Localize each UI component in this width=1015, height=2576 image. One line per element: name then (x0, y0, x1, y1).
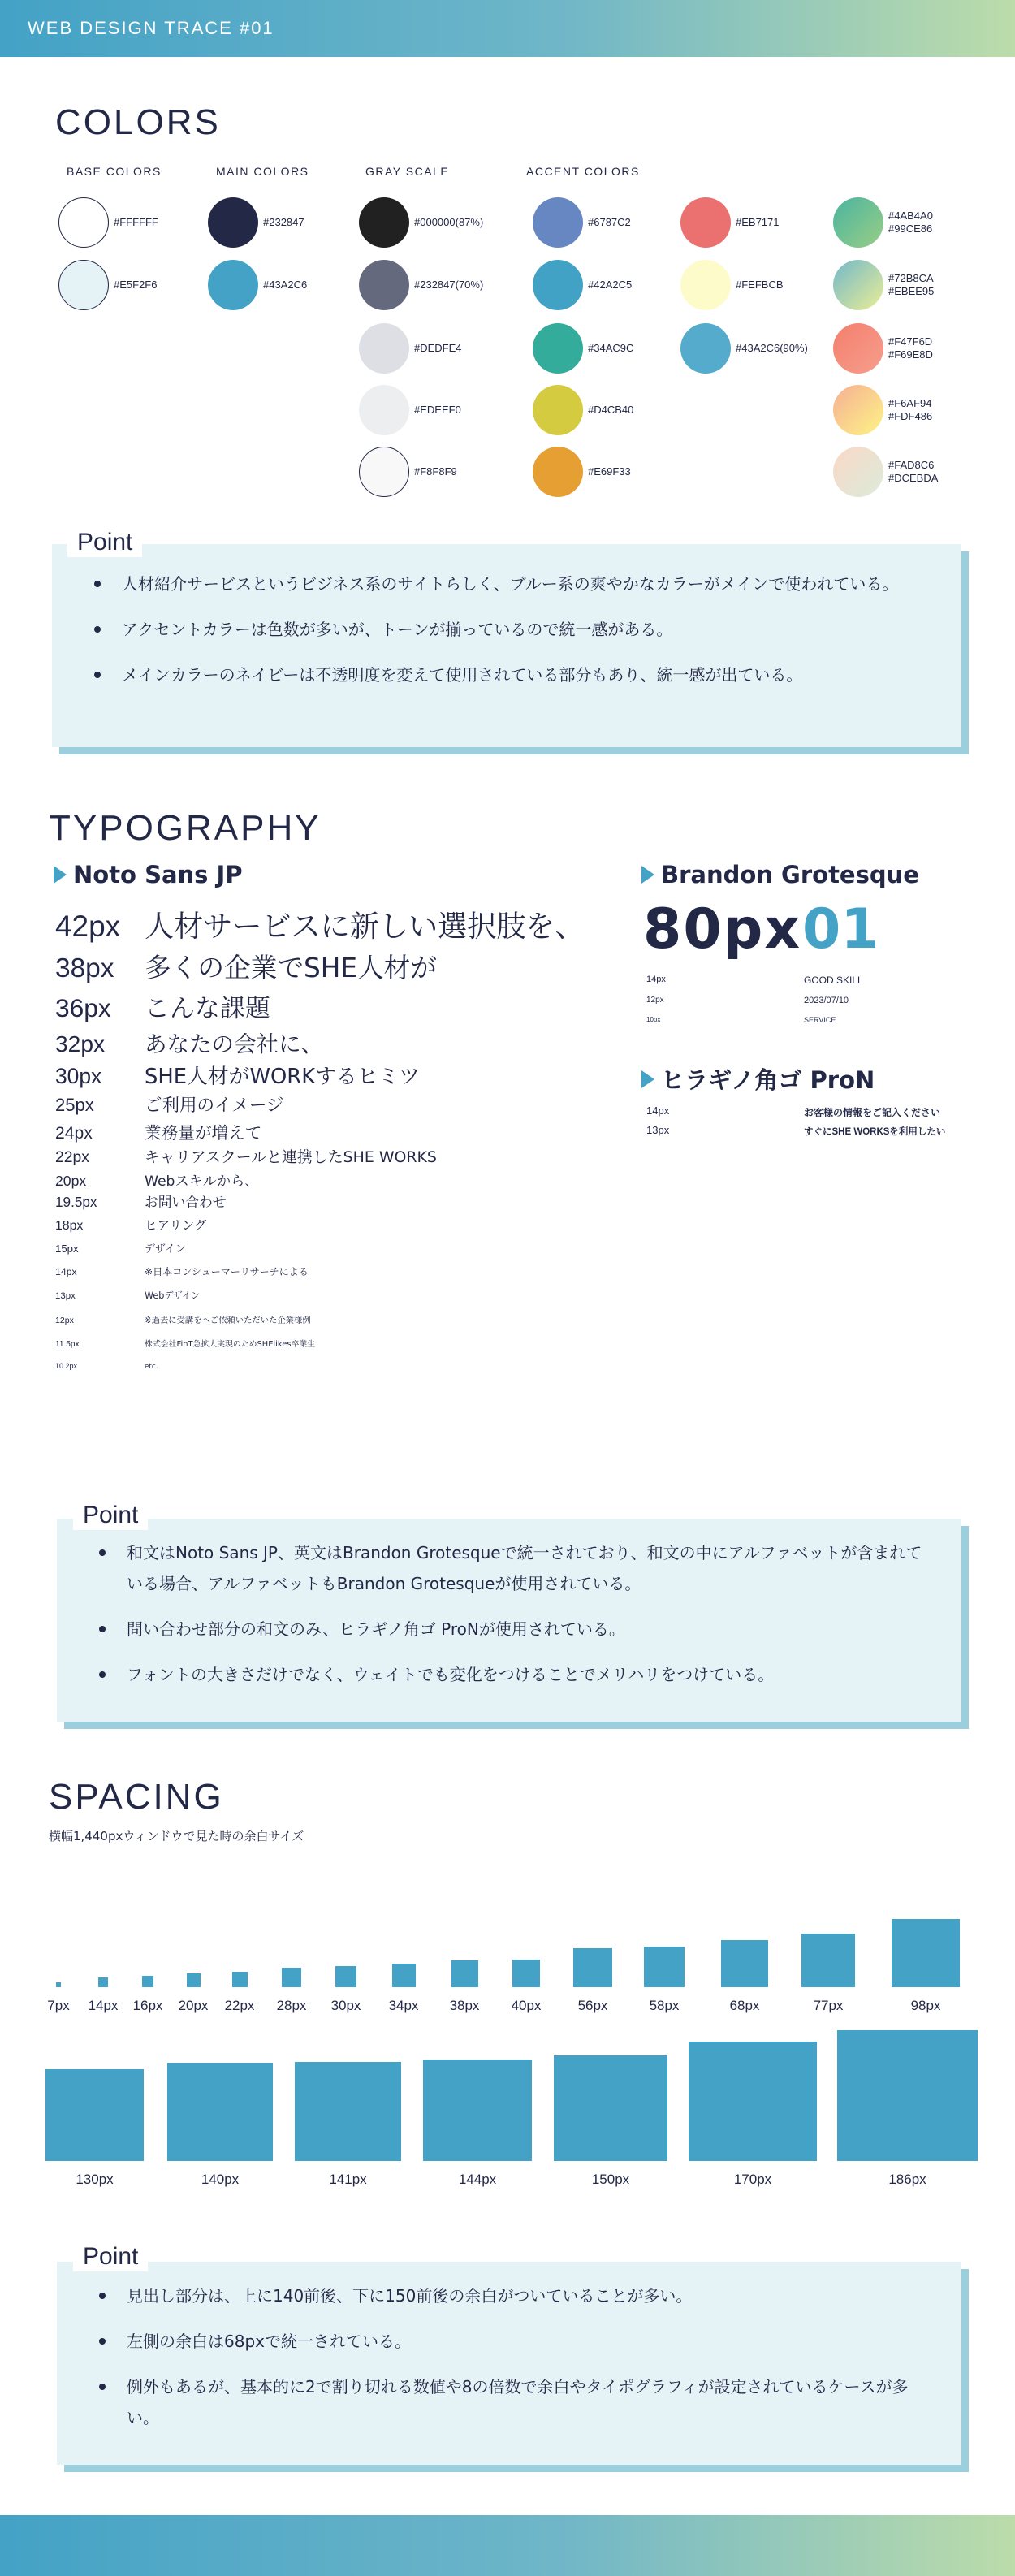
swatch-gradient (833, 447, 938, 497)
color-code (414, 279, 483, 292)
colors-point-list (91, 568, 919, 705)
spacing-bar (295, 2062, 401, 2161)
type-row (55, 1313, 311, 1325)
type-size-label: 15px (55, 1243, 79, 1256)
triangle-icon (641, 1070, 654, 1088)
main-colors-label: MAIN COLORS (216, 165, 309, 178)
swatch-gradient (833, 260, 934, 310)
spacing-bar (451, 1960, 478, 1987)
swatch-gradient (833, 197, 933, 248)
swatch-accent (533, 323, 633, 374)
type-sample: ご利用のイメージ (145, 1096, 284, 1117)
brandon-size-14: 14px (646, 975, 666, 984)
swatch-accent (533, 197, 631, 248)
spacing-bar (573, 1948, 612, 1987)
color-code-line: #72B8CA (888, 272, 934, 284)
spacing-bar (689, 2042, 817, 2161)
hiragino-sample-13: すぐにSHE WORKSを利用したい (804, 1127, 946, 1137)
spacing-bar-label: 130px (76, 2172, 114, 2187)
swatch-accent (533, 447, 631, 497)
list-item: 例外もあるが、基本的に2で割り切れる数値や8の倍数で余白やタイポグラフィが設定されているケースが多い。 (96, 2371, 924, 2433)
brandon-sample-14: GOOD SKILL (804, 975, 863, 986)
spacing-bar (282, 1968, 301, 1987)
color-circle (208, 260, 258, 310)
color-code (588, 216, 631, 229)
hiragino-heading-label: ヒラギノ角ゴ ProN (661, 1066, 875, 1094)
type-row (55, 1091, 283, 1117)
spacing-bar (837, 2030, 978, 2161)
triangle-icon (54, 866, 67, 884)
hiragino-sample-14: お客様の情報をご記入ください (804, 1107, 941, 1118)
color-circle (58, 260, 109, 310)
color-code (414, 216, 483, 229)
spacing-bar (554, 2055, 667, 2161)
spacing-bar-label: 34px (388, 1998, 419, 2013)
spacing-bar (232, 1972, 248, 1987)
type-size-label: 14px (55, 1266, 77, 1278)
spacing-bar-label: 16px (132, 1998, 163, 2013)
footer-bar (0, 2515, 1015, 2576)
color-circle (533, 447, 583, 497)
type-size-label: 11.5px (55, 1340, 80, 1350)
type-size-label: 19.5px (55, 1194, 97, 1211)
type-row (55, 903, 585, 945)
type-sample: ※過去に受講をへご依頼いただいた企業様例 (145, 1316, 311, 1326)
spacing-bar (335, 1966, 356, 1987)
color-code (888, 397, 932, 423)
page-title: WEB DESIGN TRACE #01 (28, 18, 274, 38)
hiragino-size-13: 13px (646, 1124, 670, 1136)
swatch-gray (359, 447, 457, 497)
spacing-bar-label: 58px (649, 1998, 680, 2013)
color-code-line: #EDEEF0 (414, 404, 461, 416)
spacing-bar-label: 141px (329, 2172, 367, 2187)
spacing-bar (801, 1934, 855, 1987)
type-size-label: 12px (55, 1316, 74, 1326)
type-row (55, 988, 270, 1024)
color-code (888, 335, 933, 361)
color-code (588, 342, 633, 355)
spacing-title: SPACING (49, 1777, 224, 1817)
type-sample: キャリアスクールと連携したSHE WORKS (145, 1148, 437, 1166)
type-sample: Webスキルから、 (145, 1173, 259, 1190)
color-circle (533, 197, 583, 248)
type-sample: 人材サービスに新しい選択肢を、 (145, 909, 585, 944)
brandon-number-sample: 01 (802, 897, 879, 962)
swatch-gray (359, 260, 483, 310)
colors-point-title: Point (67, 528, 142, 557)
color-code (414, 404, 461, 417)
type-row (55, 1191, 227, 1211)
color-circle (833, 260, 883, 310)
noto-heading (54, 861, 243, 888)
spacing-bar-label: 40px (511, 1998, 542, 2013)
type-row (55, 1026, 323, 1058)
color-code-line: #43A2C6 (263, 279, 308, 291)
base-colors-label: BASE COLORS (67, 165, 162, 178)
swatch-accent (680, 197, 780, 248)
color-code-line: #F69E8D (888, 348, 933, 361)
list-item: 問い合わせ部分の和文のみ、ヒラギノ角ゴ ProNが使用されている。 (96, 1614, 924, 1645)
color-code-line: #DEDFE4 (414, 342, 462, 354)
list-item: フォントの大きさだけでなく、ウェイトでも変化をつけることでメリハリをつけている。 (96, 1659, 924, 1690)
spacing-bar (142, 1976, 153, 1987)
spacing-bar-label: 150px (591, 2172, 630, 2187)
type-sample: お問い合わせ (145, 1194, 227, 1211)
brandon-size-10: 10px (646, 1016, 661, 1023)
spacing-bar-label: 170px (733, 2172, 772, 2187)
swatch-gradient (833, 323, 933, 374)
color-circle (833, 385, 883, 435)
color-code-line: #F47F6D (888, 335, 933, 348)
swatch-base (58, 197, 158, 248)
spacing-bar (187, 1973, 201, 1987)
spacing-bar-label: 186px (888, 2172, 926, 2187)
type-size-label: 32px (55, 1031, 106, 1057)
type-sample: あなたの会社に、 (145, 1031, 324, 1057)
swatch-gray (359, 323, 462, 374)
type-sample: ヒアリング (145, 1218, 207, 1234)
type-row (55, 1240, 186, 1256)
header-bar (0, 0, 1015, 57)
color-code (114, 216, 158, 229)
type-sample: こんな課題 (145, 993, 270, 1023)
type-size-label: 36px (55, 992, 111, 1022)
spacing-bar (45, 2069, 144, 2161)
type-size-label: 13px (55, 1291, 76, 1302)
typography-title: TYPOGRAPHY (49, 808, 322, 848)
spacing-bar (644, 1947, 685, 1987)
color-circle (359, 197, 409, 248)
triangle-icon (641, 866, 654, 884)
color-circle (833, 323, 883, 374)
color-code (888, 210, 933, 236)
type-sample: デザイン (145, 1243, 186, 1256)
brandon-size-12: 12px (646, 996, 664, 1005)
color-code (736, 216, 780, 229)
color-code-line: #D4CB40 (588, 404, 634, 416)
color-code-line: #232847(70%) (414, 279, 484, 291)
color-circle (208, 197, 258, 248)
color-circle (359, 385, 409, 435)
spacing-bar (892, 1919, 960, 1987)
type-row (55, 1264, 309, 1278)
spacing-bar-label: 28px (276, 1998, 307, 2013)
color-circle (533, 260, 583, 310)
spacing-bar-label: 140px (201, 2172, 240, 2187)
type-size-label: 10.2px (55, 1362, 78, 1371)
color-code-line: #F6AF94 (888, 397, 932, 409)
spacing-bar-label: 56px (577, 1998, 608, 2013)
type-row (55, 1216, 206, 1234)
spacing-bar-label: 22px (224, 1998, 255, 2013)
list-item: 人材紹介サービスというビジネス系のサイトらしく、ブルー系の爽やかなカラーがメインで使われている。 (91, 568, 919, 599)
swatch-gray (359, 197, 483, 248)
type-row (55, 1362, 158, 1371)
color-code-line: #E69F33 (588, 465, 631, 478)
spacing-bar-label: 144px (458, 2172, 497, 2187)
color-code-line: #FFFFFF (114, 216, 158, 228)
swatch-gradient (833, 385, 932, 435)
typography-point-list (96, 1537, 924, 1705)
spacing-subtitle: 横幅1,440pxウィンドウで見た時の余白サイズ (49, 1829, 304, 1843)
list-item: アクセントカラーは色数が多いが、トーンが揃っているので統一感がある。 (91, 614, 919, 645)
type-size-label: 25px (55, 1095, 94, 1116)
brandon-sample-12: 2023/07/10 (804, 996, 849, 1005)
color-code-line: #000000(87%) (414, 216, 484, 228)
color-code-line: #42A2C5 (588, 279, 633, 291)
type-row (55, 1145, 437, 1167)
type-size-label: 42px (55, 910, 121, 943)
brandon-sample-10: SERVICE (804, 1016, 836, 1024)
color-code-line: #E5F2F6 (114, 279, 158, 291)
color-circle (359, 260, 409, 310)
color-circle (533, 323, 583, 374)
list-item: 和文はNoto Sans JP、英文はBrandon Grotesqueで統一されており、和文の中にアルファベットが含まれている場合、アルファベットもBrandon Grotesqueが使用されている。 (96, 1537, 924, 1599)
color-code-line: #4AB4A0 (888, 210, 933, 222)
color-code-line: #99CE86 (888, 223, 933, 235)
color-code (414, 465, 457, 478)
spacing-bar-label: 98px (910, 1998, 941, 2013)
list-item: 左側の余白は68pxで統一されている。 (96, 2326, 924, 2357)
color-code (588, 465, 631, 478)
color-code (888, 459, 938, 485)
color-code-line: #F8F8F9 (414, 465, 457, 478)
brandon-big-sample: 80px (643, 897, 802, 962)
color-code (263, 279, 307, 292)
type-row (55, 1119, 261, 1143)
gray-scale-label: GRAY SCALE (365, 165, 450, 178)
swatch-accent (533, 260, 632, 310)
swatch-main (208, 197, 304, 248)
type-sample: etc. (145, 1363, 158, 1372)
spacing-bar-label: 38px (449, 1998, 480, 2013)
type-size-label: 20px (55, 1172, 87, 1189)
type-size-label: 24px (55, 1123, 93, 1143)
spacing-bar (167, 2063, 273, 2161)
spacing-bar-label: 68px (729, 1998, 760, 2013)
type-size-label: 18px (55, 1219, 84, 1234)
color-code-line: #EBEE95 (888, 285, 935, 297)
type-size-label: 38px (55, 953, 114, 984)
color-code (414, 342, 462, 355)
color-code (114, 279, 157, 292)
swatch-main (208, 260, 307, 310)
color-circle (533, 385, 583, 435)
spacing-bar (512, 1960, 540, 1987)
accent-colors-label: ACCENT COLORS (526, 165, 640, 178)
color-code-line: #FEFBCB (736, 279, 784, 291)
color-circle (680, 197, 731, 248)
spacing-bar-label: 14px (88, 1998, 119, 2013)
spacing-point-list (96, 2280, 924, 2448)
color-code (263, 216, 304, 229)
color-code (588, 404, 633, 417)
brandon-heading-label: Brandon Grotesque (661, 861, 919, 888)
spacing-bar (423, 2060, 532, 2161)
swatch-base (58, 260, 157, 310)
type-sample: SHE人材がWORKするヒミツ (145, 1064, 421, 1089)
spacing-bar-label: 30px (330, 1998, 361, 2013)
brandon-heading (641, 861, 919, 888)
color-circle (359, 323, 409, 374)
typography-point-title: Point (73, 1501, 148, 1530)
color-code (588, 279, 632, 292)
hiragino-size-14: 14px (646, 1104, 670, 1117)
list-item: 見出し部分は、上に140前後、下に150前後の余白がついていることが多い。 (96, 2280, 924, 2311)
spacing-bar-label: 20px (178, 1998, 209, 2013)
colors-title: COLORS (55, 102, 221, 142)
type-sample: 業務量が増えて (145, 1122, 262, 1143)
color-code-line: #34AC9C (588, 342, 634, 354)
spacing-bar-label: 77px (813, 1998, 844, 2013)
color-code-line: #FDF486 (888, 410, 933, 422)
color-circle (833, 447, 883, 497)
swatch-gray (359, 385, 461, 435)
color-code (888, 272, 934, 298)
color-code-line: #DCEBDA (888, 472, 939, 484)
type-size-label: 22px (55, 1148, 89, 1166)
spacing-bar (98, 1977, 108, 1987)
type-size-label: 30px (55, 1063, 102, 1088)
color-circle (58, 197, 109, 248)
color-code-line: #FAD8C6 (888, 459, 935, 471)
type-row (55, 1169, 258, 1190)
color-code-line: #EB7171 (736, 216, 780, 228)
type-sample: 多くの企業でSHE人材が (145, 953, 437, 984)
hiragino-heading (641, 1062, 875, 1096)
type-row (55, 1289, 200, 1302)
type-sample: 株式会社FinT急拡大実現のためSHElikes卒業生 (145, 1340, 316, 1350)
spacing-bar (721, 1940, 768, 1987)
color-circle (680, 260, 731, 310)
color-code-line: #6787C2 (588, 216, 631, 228)
swatch-accent (533, 385, 633, 435)
spacing-bar (56, 1982, 61, 1987)
spacing-point-title: Point (73, 2242, 148, 2271)
color-circle (833, 197, 883, 248)
color-code-line: #232847 (263, 216, 304, 228)
type-row (55, 1060, 420, 1090)
color-code (736, 342, 808, 355)
type-sample: ※日本コンシューマーリサーチによる (145, 1266, 309, 1278)
type-sample: Webデザイン (145, 1290, 201, 1302)
list-item: メインカラーのネイビーは不透明度を変えて使用されている部分もあり、統一感が出ている。 (91, 659, 919, 690)
noto-heading-label: Noto Sans JP (73, 861, 243, 888)
color-circle (680, 323, 731, 374)
type-row (55, 1338, 315, 1349)
color-code-line: #43A2C6(90%) (736, 342, 808, 354)
color-code (736, 279, 784, 292)
type-row (55, 947, 437, 985)
swatch-accent (680, 323, 808, 374)
spacing-bar (392, 1964, 416, 1987)
color-circle (359, 447, 409, 497)
spacing-bar-label: 7px (47, 1998, 70, 2013)
swatch-accent (680, 260, 784, 310)
